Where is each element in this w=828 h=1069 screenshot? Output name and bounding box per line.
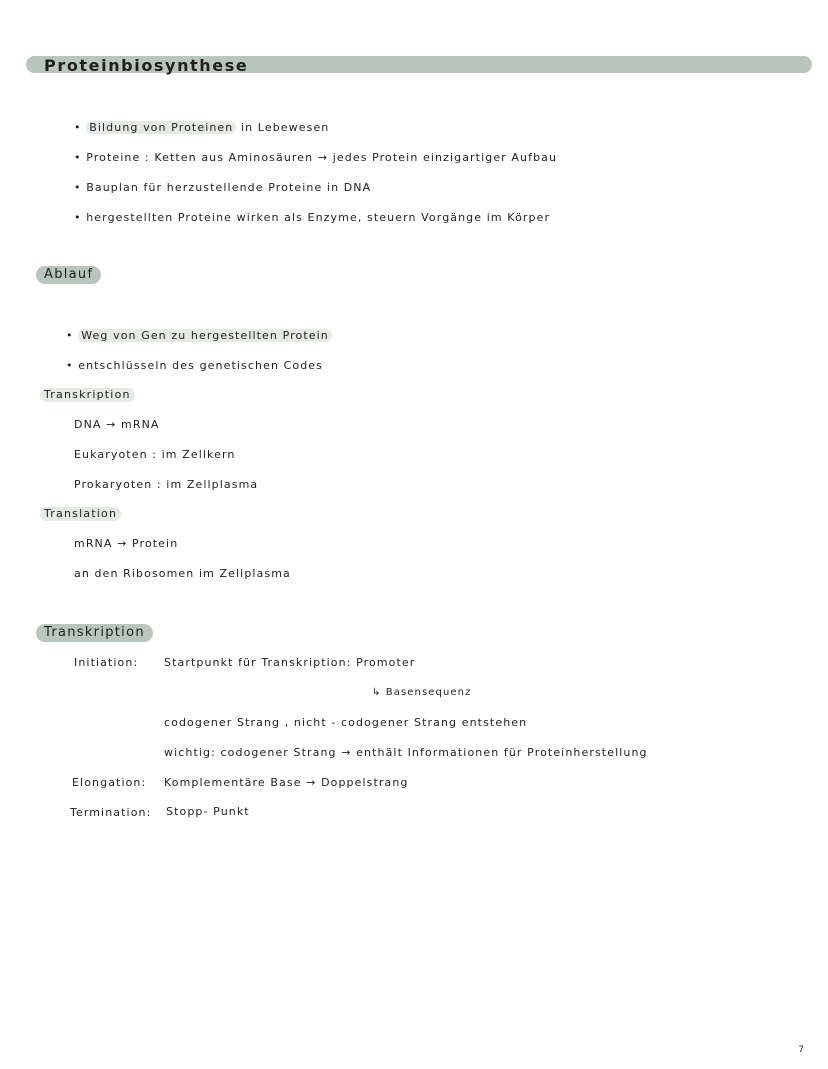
translation-line: mRNA → Protein — [74, 537, 179, 550]
termination-label: Termination: — [70, 806, 152, 819]
item-text: Bauplan für herzustellende Proteine in DNA — [86, 181, 372, 194]
bullet: • — [74, 181, 82, 194]
bullet: • — [74, 151, 82, 164]
item-text: hergestellten Proteine wirken als Enzyme, steuern Vorgänge im Körper — [86, 211, 551, 224]
page-number: 7 — [798, 1045, 804, 1055]
bullet: • — [74, 211, 82, 224]
section-heading-ablauf: Ablauf — [36, 266, 101, 284]
item-text: entschlüsseln des genetischen Codes — [78, 359, 324, 372]
wichtig-line: wichtig: codogener Strang → enthält Informationen für Proteinherstellung — [164, 746, 648, 759]
item-text: in Lebewesen — [236, 121, 330, 134]
transkription-line: DNA → mRNA — [74, 418, 160, 431]
intro-item — [74, 151, 557, 165]
intro-item — [74, 181, 371, 195]
strang-line: codogener Strang , nicht - codogener Strang entstehen — [164, 716, 528, 729]
bullet: • — [66, 359, 74, 372]
ablauf-item — [66, 359, 323, 373]
termination-text: Stopp- Punkt — [166, 805, 250, 818]
item-text: Proteine : Ketten aus Aminosäuren → jedes Protein einzigartiger Aufbau — [86, 151, 558, 164]
initiation-label: Initiation: — [74, 656, 139, 669]
bullet: • — [66, 329, 74, 342]
page-title: Proteinbiosynthese — [44, 56, 249, 75]
subheading-translation: Translation — [40, 507, 121, 521]
elongation-label: Elongation: — [72, 776, 147, 789]
elongation-text: Komplementäre Base → Doppelstrang — [164, 776, 409, 789]
intro-item — [74, 121, 329, 135]
translation-line: an den Ribosomen im Zellplasma — [74, 567, 291, 580]
section-heading-transkription: Transkription — [36, 624, 153, 642]
highlighted-text: Weg von Gen zu hergestellten Protein — [78, 329, 332, 342]
highlighted-text: Bildung von Proteinen — [86, 121, 236, 134]
initiation-text: Startpunkt für Transkription: Promoter — [164, 656, 416, 669]
bullet: • — [74, 121, 82, 134]
transkription-line: Eukaryoten : im Zellkern — [74, 448, 236, 461]
transkription-line: Prokaryoten : im Zellplasma — [74, 478, 259, 491]
subheading-transkription: Transkription — [40, 388, 135, 402]
basensequenz-note: ↳ Basensequenz — [372, 687, 472, 698]
intro-item — [74, 211, 550, 225]
ablauf-item — [66, 329, 332, 343]
